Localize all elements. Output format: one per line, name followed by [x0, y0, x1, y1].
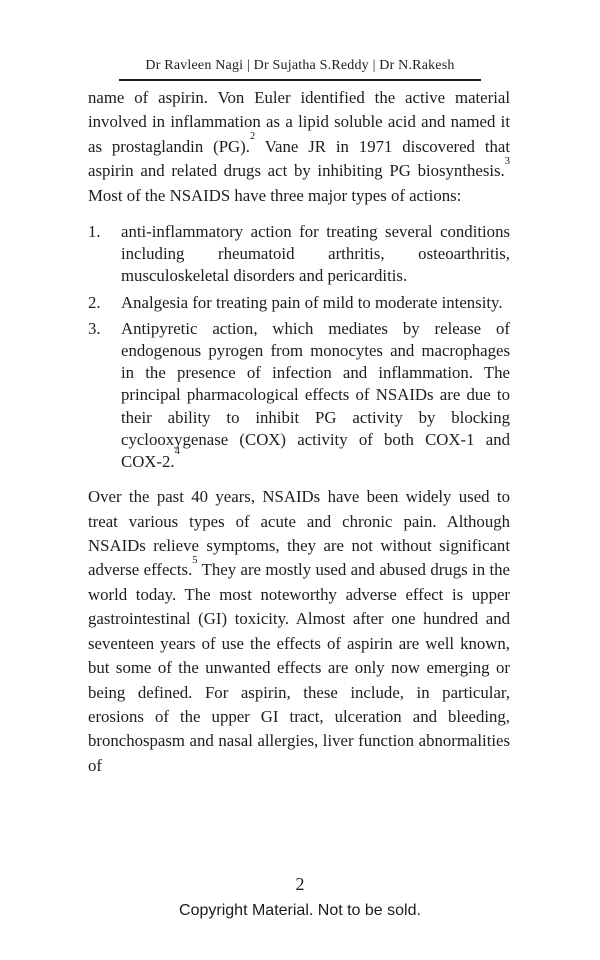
list-item-body: Antipyretic action, which mediates by release of endogenous pyrogen from monocytes and macrophages in the presence of infection and inflammation. The principal pharmacological effects of NSAIDs are due to their ability to inhibit PG activity by blocking cyclooxygenase (COX) activity of both COX-1 and COX-2. — [121, 318, 510, 472]
list-item-number: 1. — [88, 222, 101, 242]
intro-text-2: Vane JR in 1971 discovered that aspirin and related drugs act by inhibiting PG biosynthesis. — [88, 136, 511, 181]
page-number: 2 — [295, 874, 305, 894]
intro-text-1: name of aspirin. Von Euler identified the active material involved in inflammation as a lipid soluble acid and named it as prostaglandin (PG). — [88, 88, 510, 156]
intro-paragraph — [88, 86, 510, 208]
list-item-anti-inflammatory — [88, 221, 510, 288]
list-item-antipyretic — [88, 318, 510, 473]
reference-superscript-4: 4 — [174, 446, 180, 458]
list-item-text — [121, 221, 510, 288]
list-item-analgesia — [88, 292, 510, 314]
page-header — [0, 56, 600, 81]
reference-superscript-2: 2 — [249, 131, 256, 143]
copyright-notice: Copyright Material. Not to be sold. — [179, 902, 421, 919]
list-item-text — [121, 318, 510, 473]
list-item-text — [121, 292, 510, 314]
closing-paragraph — [88, 485, 510, 778]
list-item-body: anti-inflammatory action for treating several conditions including rheumatoid arthritis, osteoarthritis, musculoskeletal disorders and pericarditis. — [121, 222, 510, 286]
reference-superscript-3: 3 — [504, 155, 510, 167]
list-item-number: 2. — [88, 292, 101, 312]
list-item-number: 3. — [88, 318, 101, 338]
closing-text-1: Over the past 40 years, NSAIDs have been widely used to treat various types of acute and chronic pain. Although NSAIDs relieve symptoms, they are not without significant adverse effects. — [88, 487, 510, 580]
closing-text-2: They are mostly used and abused drugs in the world today. The most noteworthy adverse effect is upper gastrointestinal (GI) toxicity. Almost after one hundred and seventeen years of use the effects of aspirin are well known, but some of the unwanted effects are only now emerging or being defined. For aspirin, these include, in particular, erosions of the upper GI tract, ulceration and bleeding, bronchospasm and nasal allergies, liver function abnormalities of — [88, 560, 510, 775]
page-body — [88, 86, 510, 778]
list-item-body: Analgesia for treating pain of mild to moderate intensity. — [121, 292, 503, 312]
reference-superscript-5: 5 — [192, 554, 198, 566]
intro-text-3: Most of the NSAIDS have three major types of actions: — [88, 185, 462, 205]
authors-line: Dr Ravleen Nagi | Dr Sujatha S.Reddy | Dr N.Rakesh — [119, 58, 480, 81]
nsaid-actions-list — [88, 221, 510, 473]
